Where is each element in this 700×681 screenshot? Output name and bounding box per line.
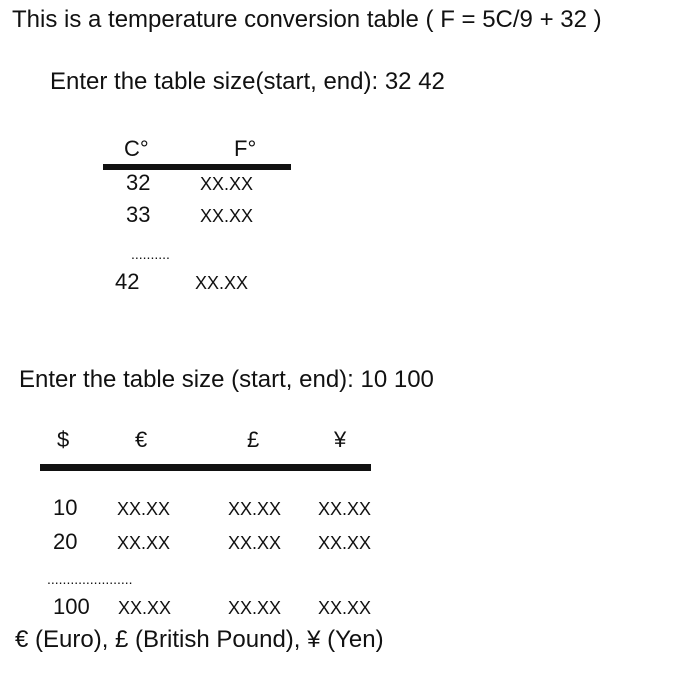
currency-row-1-amount: 10 bbox=[53, 495, 78, 520]
temp-row-2-fahrenheit: XX.XX bbox=[200, 206, 254, 226]
currency-ellipsis: ...................... bbox=[47, 571, 133, 587]
currency-row-1-pound: XX.XX bbox=[228, 499, 282, 519]
page-title: This is a temperature conversion table ( F = 5C/9 + 32 ) bbox=[12, 6, 602, 33]
currency-last-yen: XX.XX bbox=[318, 598, 372, 618]
currency-last-euro: XX.XX bbox=[118, 598, 172, 618]
currency-size-prompt: Enter the table size (start, end): 10 100 bbox=[19, 366, 434, 393]
currency-row-1-euro: XX.XX bbox=[117, 499, 171, 519]
currency-row-2-euro: XX.XX bbox=[117, 533, 171, 553]
currency-last-amount: 100 bbox=[53, 594, 90, 619]
currency-row-1-yen: XX.XX bbox=[318, 499, 372, 519]
header-euro: € bbox=[135, 427, 148, 452]
header-dollar: $ bbox=[57, 427, 70, 452]
temp-last-celsius: 42 bbox=[115, 269, 140, 294]
header-yen: ¥ bbox=[334, 427, 347, 452]
currency-row-2-pound: XX.XX bbox=[228, 533, 282, 553]
currency-row-2-yen: XX.XX bbox=[318, 533, 372, 553]
temp-last-fahrenheit: XX.XX bbox=[195, 273, 249, 293]
temp-row-1-fahrenheit: XX.XX bbox=[200, 174, 254, 194]
temp-row-2-celsius: 33 bbox=[126, 202, 151, 227]
currency-legend: € (Euro), £ (British Pound), ¥ (Yen) bbox=[15, 626, 384, 653]
header-pound: £ bbox=[247, 427, 260, 452]
currency-header-rule bbox=[40, 464, 371, 471]
temperature-size-prompt: Enter the table size(start, end): 32 42 bbox=[50, 68, 445, 95]
temperature-ellipsis: .......... bbox=[131, 246, 170, 262]
currency-row-2-amount: 20 bbox=[53, 529, 78, 554]
header-celsius: C° bbox=[124, 136, 149, 161]
temp-row-1-celsius: 32 bbox=[126, 170, 151, 195]
currency-last-pound: XX.XX bbox=[228, 598, 282, 618]
header-fahrenheit: F° bbox=[234, 136, 257, 161]
